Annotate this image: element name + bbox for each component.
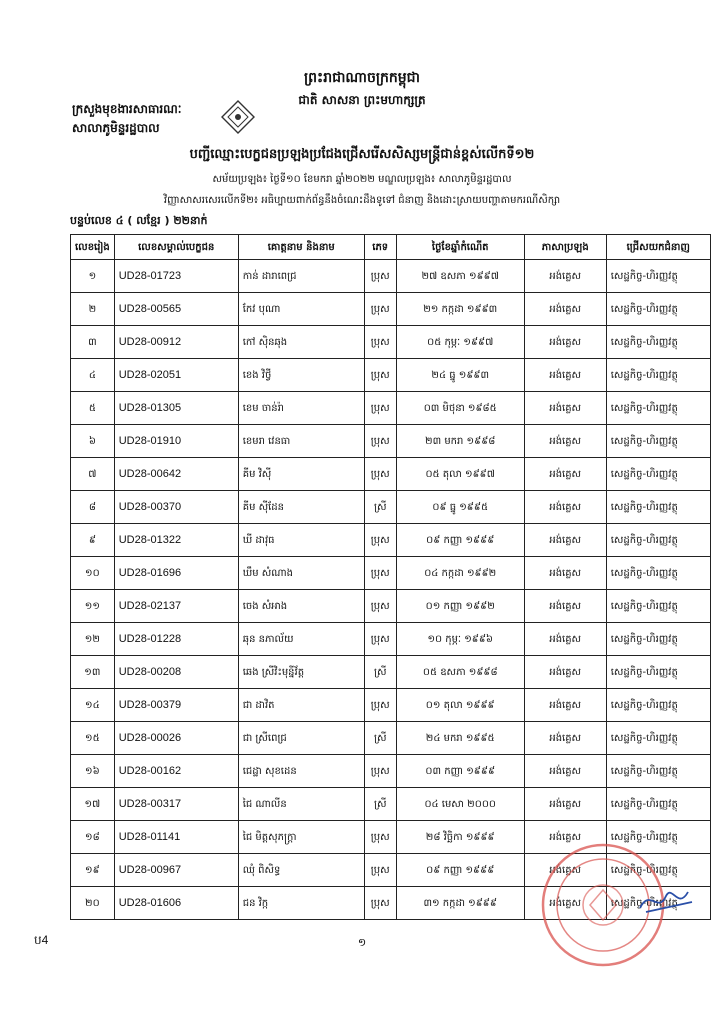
date-of-birth: ២៨ វិច្ឆិកា ១៩៩៩ — [396, 821, 524, 854]
chosen-major: សេដ្ឋកិច្ច-ហិរញ្ញវត្ថុ — [606, 557, 710, 590]
candidate-name: គីម ស៊ីដែន — [238, 491, 364, 524]
ministry-block — [72, 100, 181, 138]
candidate-id: UD28-01723 — [114, 260, 238, 293]
ministry-name: ក្រសួងមុខងារសាធារណៈ — [72, 102, 182, 116]
candidate-name: ឃី ដាវុធ — [238, 524, 364, 557]
table-header-row — [71, 235, 711, 260]
candidate-sex: ប្រុស — [364, 887, 396, 920]
exam-language: អង់គ្លេស — [524, 557, 606, 590]
exam-language: អង់គ្លេស — [524, 524, 606, 557]
candidate-id: UD28-01910 — [114, 425, 238, 458]
candidate-sex: ស្រី — [364, 656, 396, 689]
exam-language: អង់គ្លេស — [524, 458, 606, 491]
exam-language: អង់គ្លេស — [524, 689, 606, 722]
candidate-name: ឃឹម សំណាង — [238, 557, 364, 590]
date-of-birth: ១០ កុម្ភៈ ១៩៩៦ — [396, 623, 524, 656]
candidate-id: UD28-00967 — [114, 854, 238, 887]
candidate-name: ជេដ្ឋា សុខដេន — [238, 755, 364, 788]
candidate-id: UD28-00026 — [114, 722, 238, 755]
exam-subject-line: វិញ្ញាសាសរសេរលើកទី២៖ អធិប្បាយពាក់ព័ន្ធនឹងចំណេះដឹងទូទៅ ជំនាញ និងដោះស្រាយបញ្ហាតាមករណីសិក្សា — [163, 195, 561, 206]
chosen-major: សេដ្ឋកិច្ច-ហិរញ្ញវត្ថុ — [606, 755, 710, 788]
candidate-name: ខេង វិថ្វី — [238, 359, 364, 392]
candidate-name: ខេមរា វេនធា — [238, 425, 364, 458]
candidate-name: ជន វិក្ក — [238, 887, 364, 920]
candidate-sex: ប្រុស — [364, 590, 396, 623]
table-row — [71, 656, 711, 689]
candidate-sex: ស្រី — [364, 491, 396, 524]
candidate-id: UD28-01606 — [114, 887, 238, 920]
column-header-name: គោត្តនាម និងនាម — [238, 235, 364, 260]
table-row — [71, 722, 711, 755]
column-header-major: ជ្រើសយកជំនាញ — [606, 235, 710, 260]
candidate-sex: ប្រុស — [364, 326, 396, 359]
candidate-id: UD28-02137 — [114, 590, 238, 623]
room-label: បន្ទប់លេខ ៤ ( លខ្មែរ ) ២២នាក់ — [70, 214, 208, 227]
row-number: ១៩ — [71, 854, 115, 887]
signature — [636, 880, 696, 920]
table-row — [71, 491, 711, 524]
exam-language: អង់គ្លេស — [524, 854, 606, 887]
candidate-name: ជា ស្រីពេជ្រ — [238, 722, 364, 755]
row-number: ១១ — [71, 590, 115, 623]
candidate-name: គីម វិស៊ី — [238, 458, 364, 491]
row-number: ៧ — [71, 458, 115, 491]
chosen-major: សេដ្ឋកិច្ច-ហិរញ្ញវត្ថុ — [606, 326, 710, 359]
ministry-emblem-icon — [218, 100, 258, 134]
candidate-id: UD28-00370 — [114, 491, 238, 524]
row-number: ៨ — [71, 491, 115, 524]
date-of-birth: ០៩ កញ្ញា ១៩៩៩ — [396, 854, 524, 887]
exam-language: អង់គ្លេស — [524, 590, 606, 623]
table-row — [71, 326, 711, 359]
candidate-name: ឆុន នភាល័យ — [238, 623, 364, 656]
row-number: ២ — [71, 293, 115, 326]
candidate-sex: ប្រុស — [364, 293, 396, 326]
column-header-sex: ភេទ — [364, 235, 396, 260]
candidate-id: UD28-00912 — [114, 326, 238, 359]
candidate-id: UD28-00317 — [114, 788, 238, 821]
candidate-sex: ស្រី — [364, 722, 396, 755]
exam-language: អង់គ្លេស — [524, 260, 606, 293]
row-number: ២០ — [71, 887, 115, 920]
date-of-birth: ០៤ កក្កដា ១៩៩២ — [396, 557, 524, 590]
page-code: ប4 — [34, 933, 49, 947]
candidate-table — [70, 234, 711, 920]
kingdom-heading: ព្រះរាជាណាចក្រកម្ពុជា — [303, 70, 420, 86]
row-number: ១៦ — [71, 755, 115, 788]
chosen-major: សេដ្ឋកិច្ច-ហិរញ្ញវត្ថុ — [606, 656, 710, 689]
exam-language: អង់គ្លេស — [524, 359, 606, 392]
row-number: ១៨ — [71, 821, 115, 854]
date-of-birth: ២១ កក្កដា ១៩៩៣ — [396, 293, 524, 326]
row-number: ១ — [71, 260, 115, 293]
candidate-sex: ប្រុស — [364, 821, 396, 854]
exam-language: អង់គ្លេស — [524, 326, 606, 359]
candidate-name: ឈុំ ពិសិទ្ធ — [238, 854, 364, 887]
candidate-sex: ប្រុស — [364, 392, 396, 425]
exam-language: អង់គ្លេស — [524, 425, 606, 458]
exam-language: អង់គ្លេស — [524, 788, 606, 821]
chosen-major: សេដ្ឋកិច្ច-ហិរញ្ញវត្ថុ — [606, 293, 710, 326]
candidate-name: កៅ ស៊ិនឆុង — [238, 326, 364, 359]
row-number: ១២ — [71, 623, 115, 656]
date-of-birth: ០៣ មិថុនា ១៩៨៥ — [396, 392, 524, 425]
exam-language: អង់គ្លេស — [524, 623, 606, 656]
exam-language: អង់គ្លេស — [524, 392, 606, 425]
candidate-name: ខេម ចាន់រ៉ា — [238, 392, 364, 425]
candidate-sex: ប្រុស — [364, 425, 396, 458]
candidate-sex: ប្រុស — [364, 260, 396, 293]
date-of-birth: ០៩ កញ្ញា ១៩៩៩ — [396, 524, 524, 557]
date-of-birth: ៣១ កក្កដា ១៩៩៩ — [396, 887, 524, 920]
school-name: សាលាភូមិន្ទរដ្ឋបាល — [72, 121, 160, 135]
exam-language: អង់គ្លេស — [524, 821, 606, 854]
national-motto: ជាតិ សាសនា ព្រះមហាក្សត្រ — [298, 93, 426, 107]
exam-session-line: សម័យប្រឡង៖ ថ្ងៃទី១០ ខែមករា ឆ្នាំ២០២២ មណ្ឌលប្រឡង៖ សាលាភូមិន្ទរដ្ឋបាល — [212, 174, 512, 185]
date-of-birth: ០១ តុលា ១៩៩៩ — [396, 689, 524, 722]
candidate-id: UD28-00642 — [114, 458, 238, 491]
chosen-major: សេដ្ឋកិច្ច-ហិរញ្ញវត្ថុ — [606, 392, 710, 425]
date-of-birth: ០៣ កញ្ញា ១៩៩៩ — [396, 755, 524, 788]
candidate-sex: ប្រុស — [364, 854, 396, 887]
chosen-major: សេដ្ឋកិច្ច-ហិរញ្ញវត្ថុ — [606, 821, 710, 854]
row-number: ៤ — [71, 359, 115, 392]
candidate-sex: ប្រុស — [364, 557, 396, 590]
date-of-birth: ២៣ មករា ១៩៩៨ — [396, 425, 524, 458]
chosen-major: សេដ្ឋកិច្ច-ហិរញ្ញវត្ថុ — [606, 590, 710, 623]
column-header-exam-language: ភាសាប្រឡង — [524, 235, 606, 260]
exam-language: អង់គ្លេស — [524, 755, 606, 788]
candidate-name: កាន់ ដារាពេជ្រ — [238, 260, 364, 293]
table-row — [71, 557, 711, 590]
candidate-name: ជៃ មិត្តសុភក្រ្តា — [238, 821, 364, 854]
chosen-major: សេដ្ឋកិច្ច-ហិរញ្ញវត្ថុ — [606, 491, 710, 524]
candidate-id: UD28-01305 — [114, 392, 238, 425]
chosen-major: សេដ្ឋកិច្ច-ហិរញ្ញវត្ថុ — [606, 623, 710, 656]
chosen-major: សេដ្ឋកិច្ច-ហិរញ្ញវត្ថុ — [606, 425, 710, 458]
column-header-number: លេខរៀង — [71, 235, 115, 260]
date-of-birth: ០៩ ធ្នូ ១៩៩៥ — [396, 491, 524, 524]
chosen-major: សេដ្ឋកិច្ច-ហិរញ្ញវត្ថុ — [606, 458, 710, 491]
candidate-id: UD28-01141 — [114, 821, 238, 854]
candidate-id: UD28-00565 — [114, 293, 238, 326]
candidate-name: ឆេង ស្រីវិះមុន្នីវ័ត្ត — [238, 656, 364, 689]
candidate-id: UD28-00162 — [114, 755, 238, 788]
row-number: ១៥ — [71, 722, 115, 755]
table-row — [71, 524, 711, 557]
chosen-major: សេដ្ឋកិច្ច-ហិរញ្ញវត្ថុ — [606, 260, 710, 293]
chosen-major: សេដ្ឋកិច្ច-ហិរញ្ញវត្ថុ — [606, 359, 710, 392]
row-number: ១៤ — [71, 689, 115, 722]
chosen-major: សេដ្ឋកិច្ច-ហិរញ្ញវត្ថុ — [606, 788, 710, 821]
candidate-sex: ប្រុស — [364, 623, 396, 656]
column-header-candidate-id: លេខសម្គាល់បេក្ខជន — [114, 235, 238, 260]
row-number: ៦ — [71, 425, 115, 458]
candidate-sex: ស្រី — [364, 788, 396, 821]
candidate-id: UD28-01696 — [114, 557, 238, 590]
date-of-birth: ២៧ ឧសភា ១៩៩៧ — [396, 260, 524, 293]
table-row — [71, 260, 711, 293]
date-of-birth: ០៥ តុលា ១៩៩៧ — [396, 458, 524, 491]
row-number: ១៣ — [71, 656, 115, 689]
page-number: ១ — [357, 936, 367, 949]
candidate-name: ជៃ ណាលីន — [238, 788, 364, 821]
candidate-id: UD28-02051 — [114, 359, 238, 392]
candidate-id: UD28-00208 — [114, 656, 238, 689]
candidate-id: UD28-01228 — [114, 623, 238, 656]
chosen-major: សេដ្ឋកិច្ច-ហិរញ្ញវត្ថុ — [606, 854, 710, 887]
candidate-sex: ប្រុស — [364, 458, 396, 491]
candidate-name: ចេង សំអាង — [238, 590, 364, 623]
date-of-birth: ០៥ កុម្ភៈ ១៩៩៧ — [396, 326, 524, 359]
document-title: បញ្ជីឈ្មោះបេក្ខជនប្រឡងប្រជែងជ្រើសរើសសិស្សមន្ត្រីជាន់ខ្ពស់លើកទី១២ — [189, 147, 535, 162]
exam-language: អង់គ្លេស — [524, 491, 606, 524]
chosen-major: សេដ្ឋកិច្ច-ហិរញ្ញវត្ថុ — [606, 689, 710, 722]
date-of-birth: ០១ កញ្ញា ១៩៩២ — [396, 590, 524, 623]
exam-language: អង់គ្លេស — [524, 293, 606, 326]
table-row — [71, 755, 711, 788]
exam-language: អង់គ្លេស — [524, 656, 606, 689]
candidate-id: UD28-00379 — [114, 689, 238, 722]
exam-language: អង់គ្លេស — [524, 887, 606, 920]
date-of-birth: ២៤ ធ្នូ ១៩៩៣ — [396, 359, 524, 392]
row-number: ១០ — [71, 557, 115, 590]
chosen-major: សេដ្ឋកិច្ច-ហិរញ្ញវត្ថុ — [606, 722, 710, 755]
chosen-major: សេដ្ឋកិច្ច-ហិរញ្ញវត្ថុ — [606, 887, 710, 920]
date-of-birth: ០៤ មេសា ២០០០ — [396, 788, 524, 821]
row-number: ៣ — [71, 326, 115, 359]
candidate-sex: ប្រុស — [364, 359, 396, 392]
candidate-name: កែវ បុណា — [238, 293, 364, 326]
candidate-sex: ប្រុស — [364, 524, 396, 557]
row-number: ៩ — [71, 524, 115, 557]
date-of-birth: ០៥ ឧសភា ១៩៩៨ — [396, 656, 524, 689]
table-row — [71, 458, 711, 491]
table-row — [71, 689, 711, 722]
table-row — [71, 359, 711, 392]
table-row — [71, 425, 711, 458]
row-number: ១៧ — [71, 788, 115, 821]
table-row — [71, 392, 711, 425]
table-row — [71, 293, 711, 326]
exam-language: អង់គ្លេស — [524, 722, 606, 755]
candidate-name: ជា ដាវិត — [238, 689, 364, 722]
table-row — [71, 788, 711, 821]
candidate-id: UD28-01322 — [114, 524, 238, 557]
date-of-birth: ២៤ មករា ១៩៩៥ — [396, 722, 524, 755]
table-row — [71, 590, 711, 623]
column-header-date-of-birth: ថ្ងៃខែឆ្នាំកំណើត — [396, 235, 524, 260]
chosen-major: សេដ្ឋកិច្ច-ហិរញ្ញវត្ថុ — [606, 524, 710, 557]
candidate-sex: ប្រុស — [364, 689, 396, 722]
table-row — [71, 623, 711, 656]
row-number: ៥ — [71, 392, 115, 425]
candidate-sex: ប្រុស — [364, 755, 396, 788]
